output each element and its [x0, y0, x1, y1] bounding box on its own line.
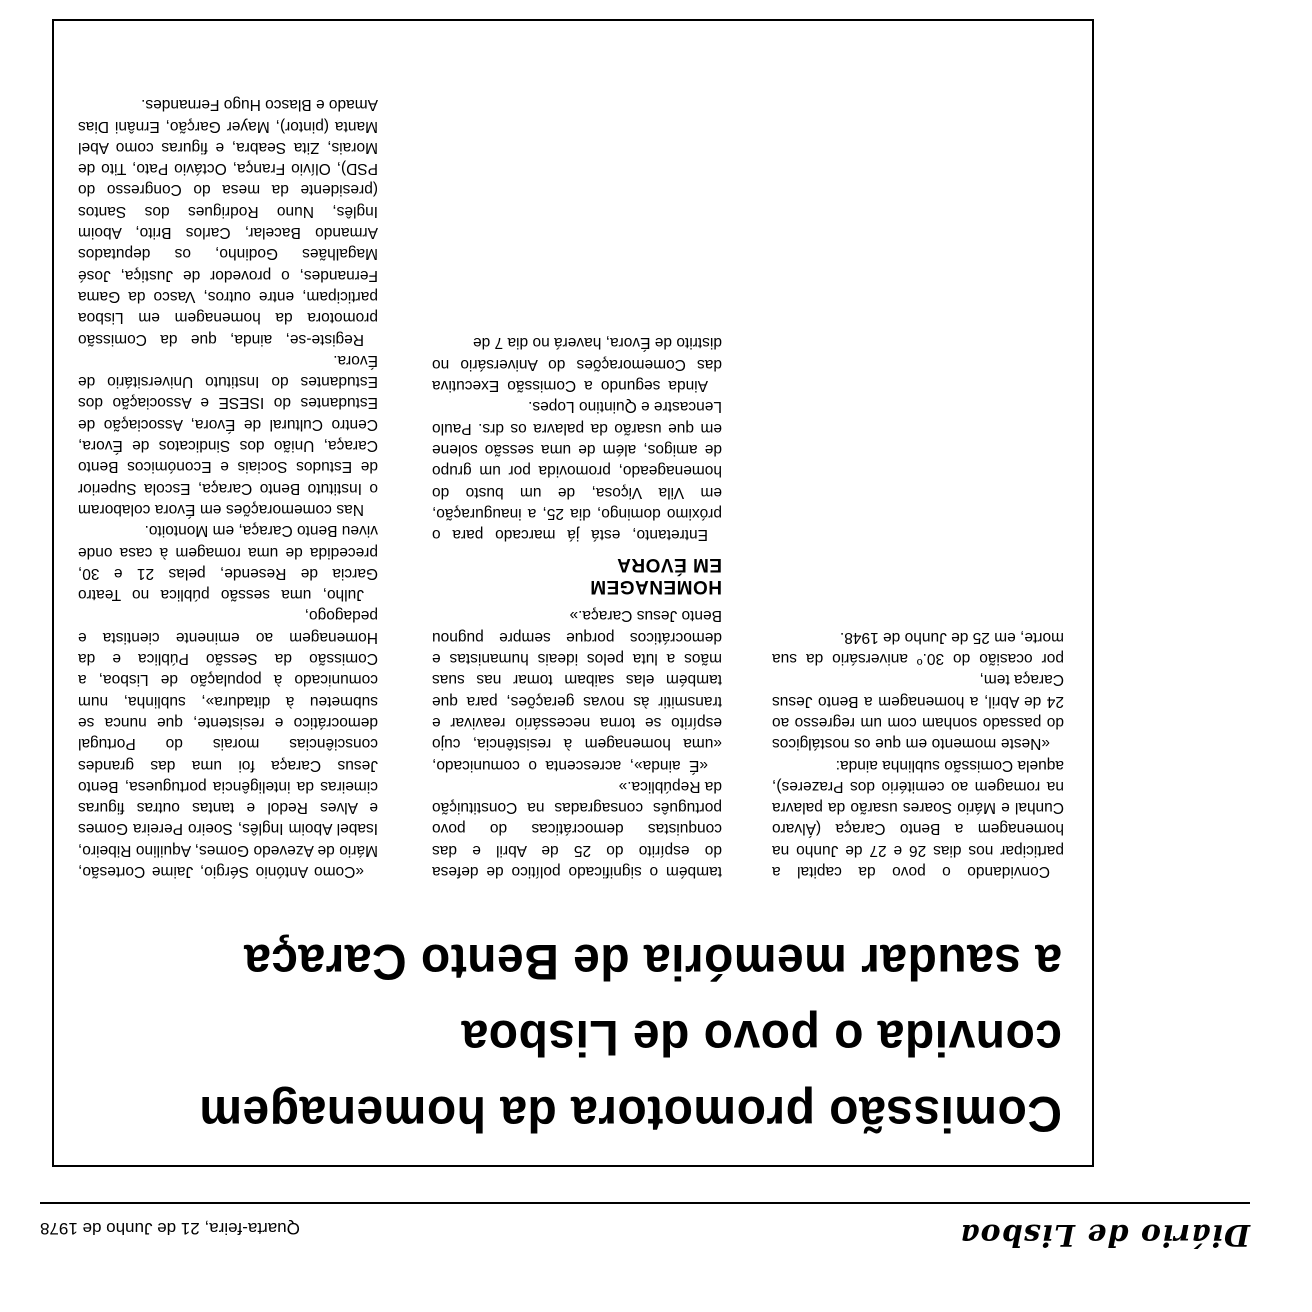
- headline-line-2: convida o povo de Lisboa: [461, 1010, 1062, 1066]
- paragraph: «Neste momento em que os nostálgicos do passado sonham com um regresso ao 24 de Abril, a homenagem a Bento Jesus Caraça tem,: [772, 671, 1064, 753]
- issue-date: Quarta-feira, 21 de Junho de 1978: [40, 1219, 300, 1238]
- paragraph: por ocasião do 30.º aniversário da sua morte, em 25 de Junho de 1948.: [772, 628, 1064, 668]
- paragraph: também o significado político de defesa do espírito do 25 de Abril e das conquistas democráticas do povo português consagradas na Constituição da República.»: [432, 777, 722, 880]
- subheading-line-1: HOMENAGEM: [589, 576, 722, 598]
- masthead: [40, 1206, 1250, 1254]
- paragraph: Julho, uma sessão pública no Teatro Garcia de Resende, pelas 21 e 30, precedida de uma romagem à casa onde viveu Bento Caraça, em Montoito.: [78, 522, 378, 604]
- subheading-line-2: EM ÉVORA: [616, 554, 722, 576]
- subheading: [432, 553, 722, 597]
- paragraph: «É ainda», acrescenta o comunicado, «uma homenagem à resistência, cujo espírito se torna necessário reavivar e transmitir às novas gerações, para que também elas saibam tomar nas suas mãos a luta pelos ideais humanistas e democráticos porque sempre pugnou Bento Jesus Caraça.»: [432, 607, 722, 774]
- newspaper-name: Diário de Lisboa: [959, 1217, 1250, 1252]
- paragraph: Ainda segundo a Comissão Executiva das Comemorações do Aniversário no distrito de Évora, haverá no dia 7 de: [432, 334, 722, 395]
- paragraph: Convidando o povo da capital a participar nos dias 26 e 27 de Junho na homenagem a Bento Caraça (Álvaro Cunhal e Mário Soares usarão da palavra na romagem ao cemitério dos Prazeres), aquela Comissão sublinha ainda:: [772, 756, 1064, 880]
- article-column-2: [432, 37, 722, 882]
- paragraph: Entretanto, está já marcado para o próximo domingo, dia 25, a inauguração, em Vila Viçosa, de um busto do homenageado, promovida por um grupo de amigos, além de uma sessão solene em que usarão da palavra os drs. Paulo Lencastre e Quintino Lopes.: [432, 398, 722, 544]
- masthead-rule: [40, 1202, 1250, 1204]
- article-column-1: [772, 37, 1064, 882]
- article-headline: [102, 924, 1062, 1152]
- paragraph: Nas comemorações em Évora colaboram o Instituto Bento Caraça, Escola Superior de Estudos Sociais e Económicos Bento Caraça, União dos Sindicatos de Évora, Centro Cultural de Évora, Associação de Estudantes do ISESE e Associação dos Estudantes do Instituto Universitário de Évora.: [78, 351, 378, 518]
- paragraph: «Como António Sérgio, Jaime Cortesão, Mário de Azevedo Gomes, Aquilino Ribeiro, Isabel Aboim Inglês, Soeiro Pereira Gomes e Alves Redol e tantas outras figuras cimeiras da inteligência portuguesa, Bento Jesus Caraça foi uma das grandes consciências morais do Portugal democrático e resistente, que nunca se submeteu à ditadura», sublinha, num comunicado à população de Lisboa, a Comissão da Sessão Pública e da Homenagem ao eminente cientista e pedagogo,: [78, 607, 378, 880]
- headline-line-3: a saudar memória de Bento Caraça: [243, 934, 1062, 990]
- article-column-3: [78, 37, 378, 882]
- paragraph: Registe-se, ainda, que da Comissão promotora da homenagem em Lisboa participam, entre outros, Vasco da Gama Fernandes, o provedor de Justiça, José Magalhães Godinho, os deputados Armando Bacelar, Carlos Brito, Aboim Inglês, Nuno Rodrigues dos Santos (presidente da mesa do Congresso do PSD), Olívio França, Octávio Pato, Tito de Morais, Zita Seabra, e figuras como Abel Manta (pintor), Mayer Garção, Ernâni Dias Amado e Blasco Hugo Fernandes.: [78, 96, 378, 348]
- headline-line-1: Comissão promotora da homenagem: [198, 1086, 1062, 1142]
